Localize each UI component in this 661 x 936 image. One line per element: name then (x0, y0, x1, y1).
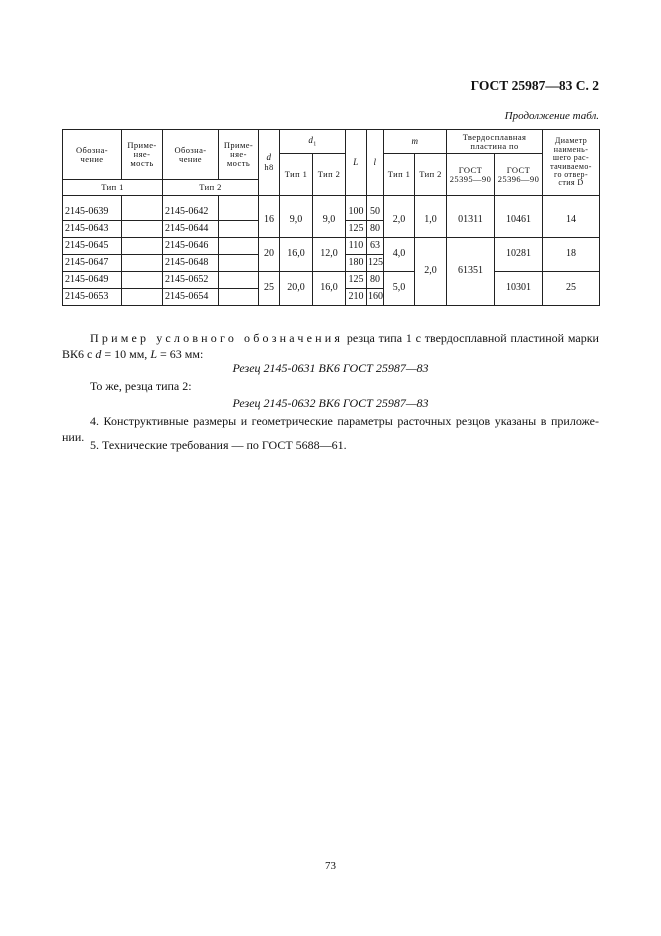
header-l-label: l (373, 156, 377, 167)
type1-application (122, 255, 163, 272)
spacer-cell (447, 196, 495, 204)
header-d-label: d (266, 152, 272, 163)
L-value: 100 (346, 204, 367, 221)
spacer-cell (280, 196, 313, 204)
type1-code: 2145-0649 (63, 272, 122, 289)
type2-application (219, 238, 259, 255)
cutter-specification-table (62, 129, 600, 306)
example-end: = 63 мм: (157, 347, 204, 361)
spacer-cell (122, 196, 163, 204)
header-m-type2: Тип 2 (415, 154, 447, 196)
l-value: 125 (367, 255, 384, 272)
L-value: 125 (346, 221, 367, 238)
l-value: 80 (367, 221, 384, 238)
type1-application (122, 204, 163, 221)
m-type2-shared-value: 2,0 (415, 238, 447, 306)
type1-application (122, 272, 163, 289)
spacer-cell (346, 196, 367, 204)
type2-code: 2145-0642 (163, 204, 219, 221)
m-type1-value: 2,0 (384, 204, 415, 238)
min-diameter-value: 18 (543, 238, 600, 272)
header-d1-type1: Тип 1 (280, 154, 313, 196)
example-paragraph (62, 330, 599, 362)
gost-25395-shared-value: 61351 (447, 238, 495, 306)
spacer-cell (163, 196, 219, 204)
d1-type1-value: 20,0 (280, 272, 313, 306)
example-label: Пример условного обозначения (90, 331, 344, 345)
type2-code: 2145-0654 (163, 289, 219, 306)
header-d1-label: d (308, 134, 314, 145)
l-value: 50 (367, 204, 384, 221)
spacer-cell (543, 196, 600, 204)
spacer-cell (495, 196, 543, 204)
type2-code: 2145-0648 (163, 255, 219, 272)
example-mid: = 10 мм, (101, 347, 151, 361)
spacer-cell (384, 196, 415, 204)
d1-type2-value: 12,0 (313, 238, 346, 272)
gost-25395-value: 01311 (447, 204, 495, 238)
header-plate: Твердосплавная пластина по (447, 130, 543, 154)
header-m-type1: Тип 1 (384, 154, 415, 196)
m-type2-value: 1,0 (415, 204, 447, 238)
l-value: 63 (367, 238, 384, 255)
header-L-label: L (353, 156, 359, 167)
spacer-cell (415, 196, 447, 204)
document-header: ГОСТ 25987—83 С. 2 (470, 78, 599, 93)
header-h8-label: h8 (264, 161, 274, 172)
d1-type2-value: 16,0 (313, 272, 346, 306)
d1-type1-value: 16,0 (280, 238, 313, 272)
header-d-h8 (259, 130, 280, 196)
header-d1-sub: 1 (313, 141, 317, 148)
example-L: L (150, 347, 157, 361)
item-4-text: 4. Конструктивные размеры и геометрические параметры расточных резцов указаны в приложе-нии. (62, 414, 599, 444)
gost-25396-value: 10301 (495, 272, 543, 306)
header-application-type2: Приме- няе- мость (219, 130, 259, 180)
gost-25396-value: 10281 (495, 238, 543, 272)
type1-code: 2145-0639 (63, 204, 122, 221)
header-d1-type2: Тип 2 (313, 154, 346, 196)
type2-application (219, 255, 259, 272)
spacer-cell (63, 196, 122, 204)
header-type1-group: Тип 1 (63, 180, 163, 196)
d-value: 20 (259, 238, 280, 272)
designation-formula-2: Резец 2145-0632 ВК6 ГОСТ 25987—83 (232, 396, 429, 410)
m-type1-value: 4,0 (384, 238, 415, 272)
spacer-cell (313, 196, 346, 204)
d-value: 25 (259, 272, 280, 306)
L-value: 180 (346, 255, 367, 272)
header-d1 (280, 130, 346, 154)
header-gost-25395: ГОСТ 25395—90 (447, 154, 495, 196)
type2-code: 2145-0644 (163, 221, 219, 238)
l-value: 80 (367, 272, 384, 289)
header-designation-type1: Обозна- чение (63, 130, 122, 180)
type2-code: 2145-0646 (163, 238, 219, 255)
header-l (367, 130, 384, 196)
type2-application (219, 289, 259, 306)
type2-application (219, 221, 259, 238)
type1-application (122, 289, 163, 306)
table-row (63, 238, 600, 255)
type2-code: 2145-0652 (163, 272, 219, 289)
min-diameter-value: 14 (543, 204, 600, 238)
header-min-diameter: Диаметр наимень- шего рас- тачиваемо- го отвер- стия D (543, 130, 600, 196)
table-row (63, 272, 600, 289)
type1-application (122, 221, 163, 238)
L-value: 110 (346, 238, 367, 255)
table-row (63, 204, 600, 221)
type2-application (219, 204, 259, 221)
header-designation-type2: Обозна- чение (163, 130, 219, 180)
d1-type2-value: 9,0 (313, 204, 346, 238)
gost-25396-value: 10461 (495, 204, 543, 238)
d-value: 16 (259, 204, 280, 238)
example-d: d (95, 347, 102, 361)
min-diameter-value: 25 (543, 272, 600, 306)
l-value: 160 (367, 289, 384, 306)
table-continuation-note: Продолжение табл. (504, 110, 599, 122)
type1-application (122, 238, 163, 255)
type1-code: 2145-0645 (63, 238, 122, 255)
example-rest: резца типа 1 с твердосплавной пластиной марки ВК6 с (62, 331, 599, 361)
spacer-cell (367, 196, 384, 204)
header-type2-group: Тип 2 (163, 180, 259, 196)
type1-code: 2145-0647 (63, 255, 122, 272)
L-value: 125 (346, 272, 367, 289)
d1-type1-value: 9,0 (280, 204, 313, 238)
m-type1-value: 5,0 (384, 272, 415, 306)
page-number: 73 (325, 860, 336, 872)
header-application-type1: Приме- няе- мость (122, 130, 163, 180)
same-type2-text: То же, резца типа 2: (90, 379, 192, 393)
spacer-cell (259, 196, 280, 204)
header-m-label: m (411, 135, 419, 146)
designation-formula-1: Резец 2145-0631 ВК6 ГОСТ 25987—83 (232, 361, 429, 375)
L-value: 210 (346, 289, 367, 306)
type1-code: 2145-0643 (63, 221, 122, 238)
type1-code: 2145-0653 (63, 289, 122, 306)
type2-application (219, 272, 259, 289)
item-5-text: 5. Технические требования — по ГОСТ 5688—61. (90, 438, 347, 452)
spacer-cell (219, 196, 259, 204)
header-gost-25396: ГОСТ 25396—90 (495, 154, 543, 196)
header-m (384, 130, 447, 154)
header-L (346, 130, 367, 196)
